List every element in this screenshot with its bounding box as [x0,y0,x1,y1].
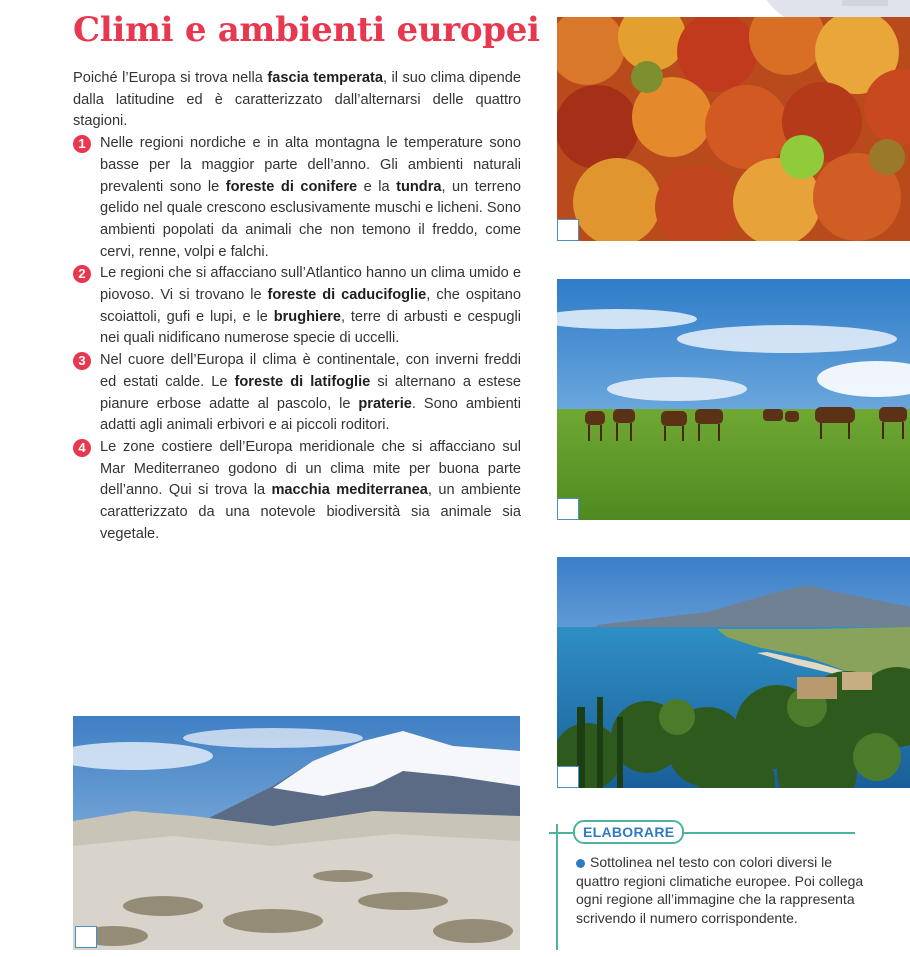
photo-snowy-mountain [73,716,520,950]
elaborare-label: ELABORARE [573,820,684,844]
climate-item-4: 4 Le zone costiere dell’Europa meridionale che si affacciano sul Mar Mediterraneo godono di un clima mite per buona parte dell’anno. Qui si trova la macchia mediterranea, un ambiente caratterizzato da una notevole biodiversità sia animale sia vegetale. [73,437,521,546]
climate-item-2: 2 Le regioni che si affacciano sull’Atlantico hanno un clima umido e piovoso. Vi si trovano le foreste di caducifoglie, che ospitano scoiattoli, gufi e lupi, e le brughiere, terre di arbusti e cespugli nei quali nidificano numerose specie di uccelli. [73,263,521,350]
elaborare-vertical-line [556,824,558,950]
number-badge-icon: 3 [73,352,91,370]
photo-horses-prairie [557,279,910,520]
intro-paragraph: Poiché l’Europa si trova nella fascia temperata, il suo clima dipende dalla latitudine ed è caratterizzato dall’alternarsi delle quattro stagioni. [73,70,521,130]
photo-mediterranean-coast [557,557,910,788]
climate-item-3: 3 Nel cuore dell’Europa il clima è continentale, con inverni freddi ed estati calde. Le foreste di latifoglie si alternano a estese pianure erbose adatte al pascolo, le praterie. Sono ambienti adatti agli animali erbivori e ai piccoli roditori. [73,350,521,437]
number-badge-icon: 2 [73,265,91,283]
page-title: Climi e ambienti europei [73,10,540,50]
qr-code-icon [842,0,888,6]
answer-checkbox[interactable] [557,498,579,520]
answer-checkbox[interactable] [557,219,579,241]
number-badge-icon: 4 [73,439,91,457]
climate-item-1: 1 Nelle regioni nordiche e in alta montagna le temperature sono basse per la maggior parte dell’anno. Gli ambienti naturali prevalenti sono le foreste di conifere e la tundra, un terreno gelido nel quale crescono esclusivamente muschi e licheni. Sono ambienti popolati da animali che non temono il freddo, come cervi, renne, volpi e falchi. [73,133,521,263]
photo-autumn-forest [557,17,910,241]
answer-checkbox[interactable] [557,766,579,788]
elaborare-instructions: Sottolinea nel testo con colori diversi le quattro regioni climatiche europee. Poi collega ogni regione all’immagine che la rappresenta scrivendo il numero corrispondente. [576,854,864,926]
main-text [73,68,521,545]
bullet-icon [576,859,585,868]
answer-checkbox[interactable] [75,926,97,948]
number-badge-icon: 1 [73,135,91,153]
